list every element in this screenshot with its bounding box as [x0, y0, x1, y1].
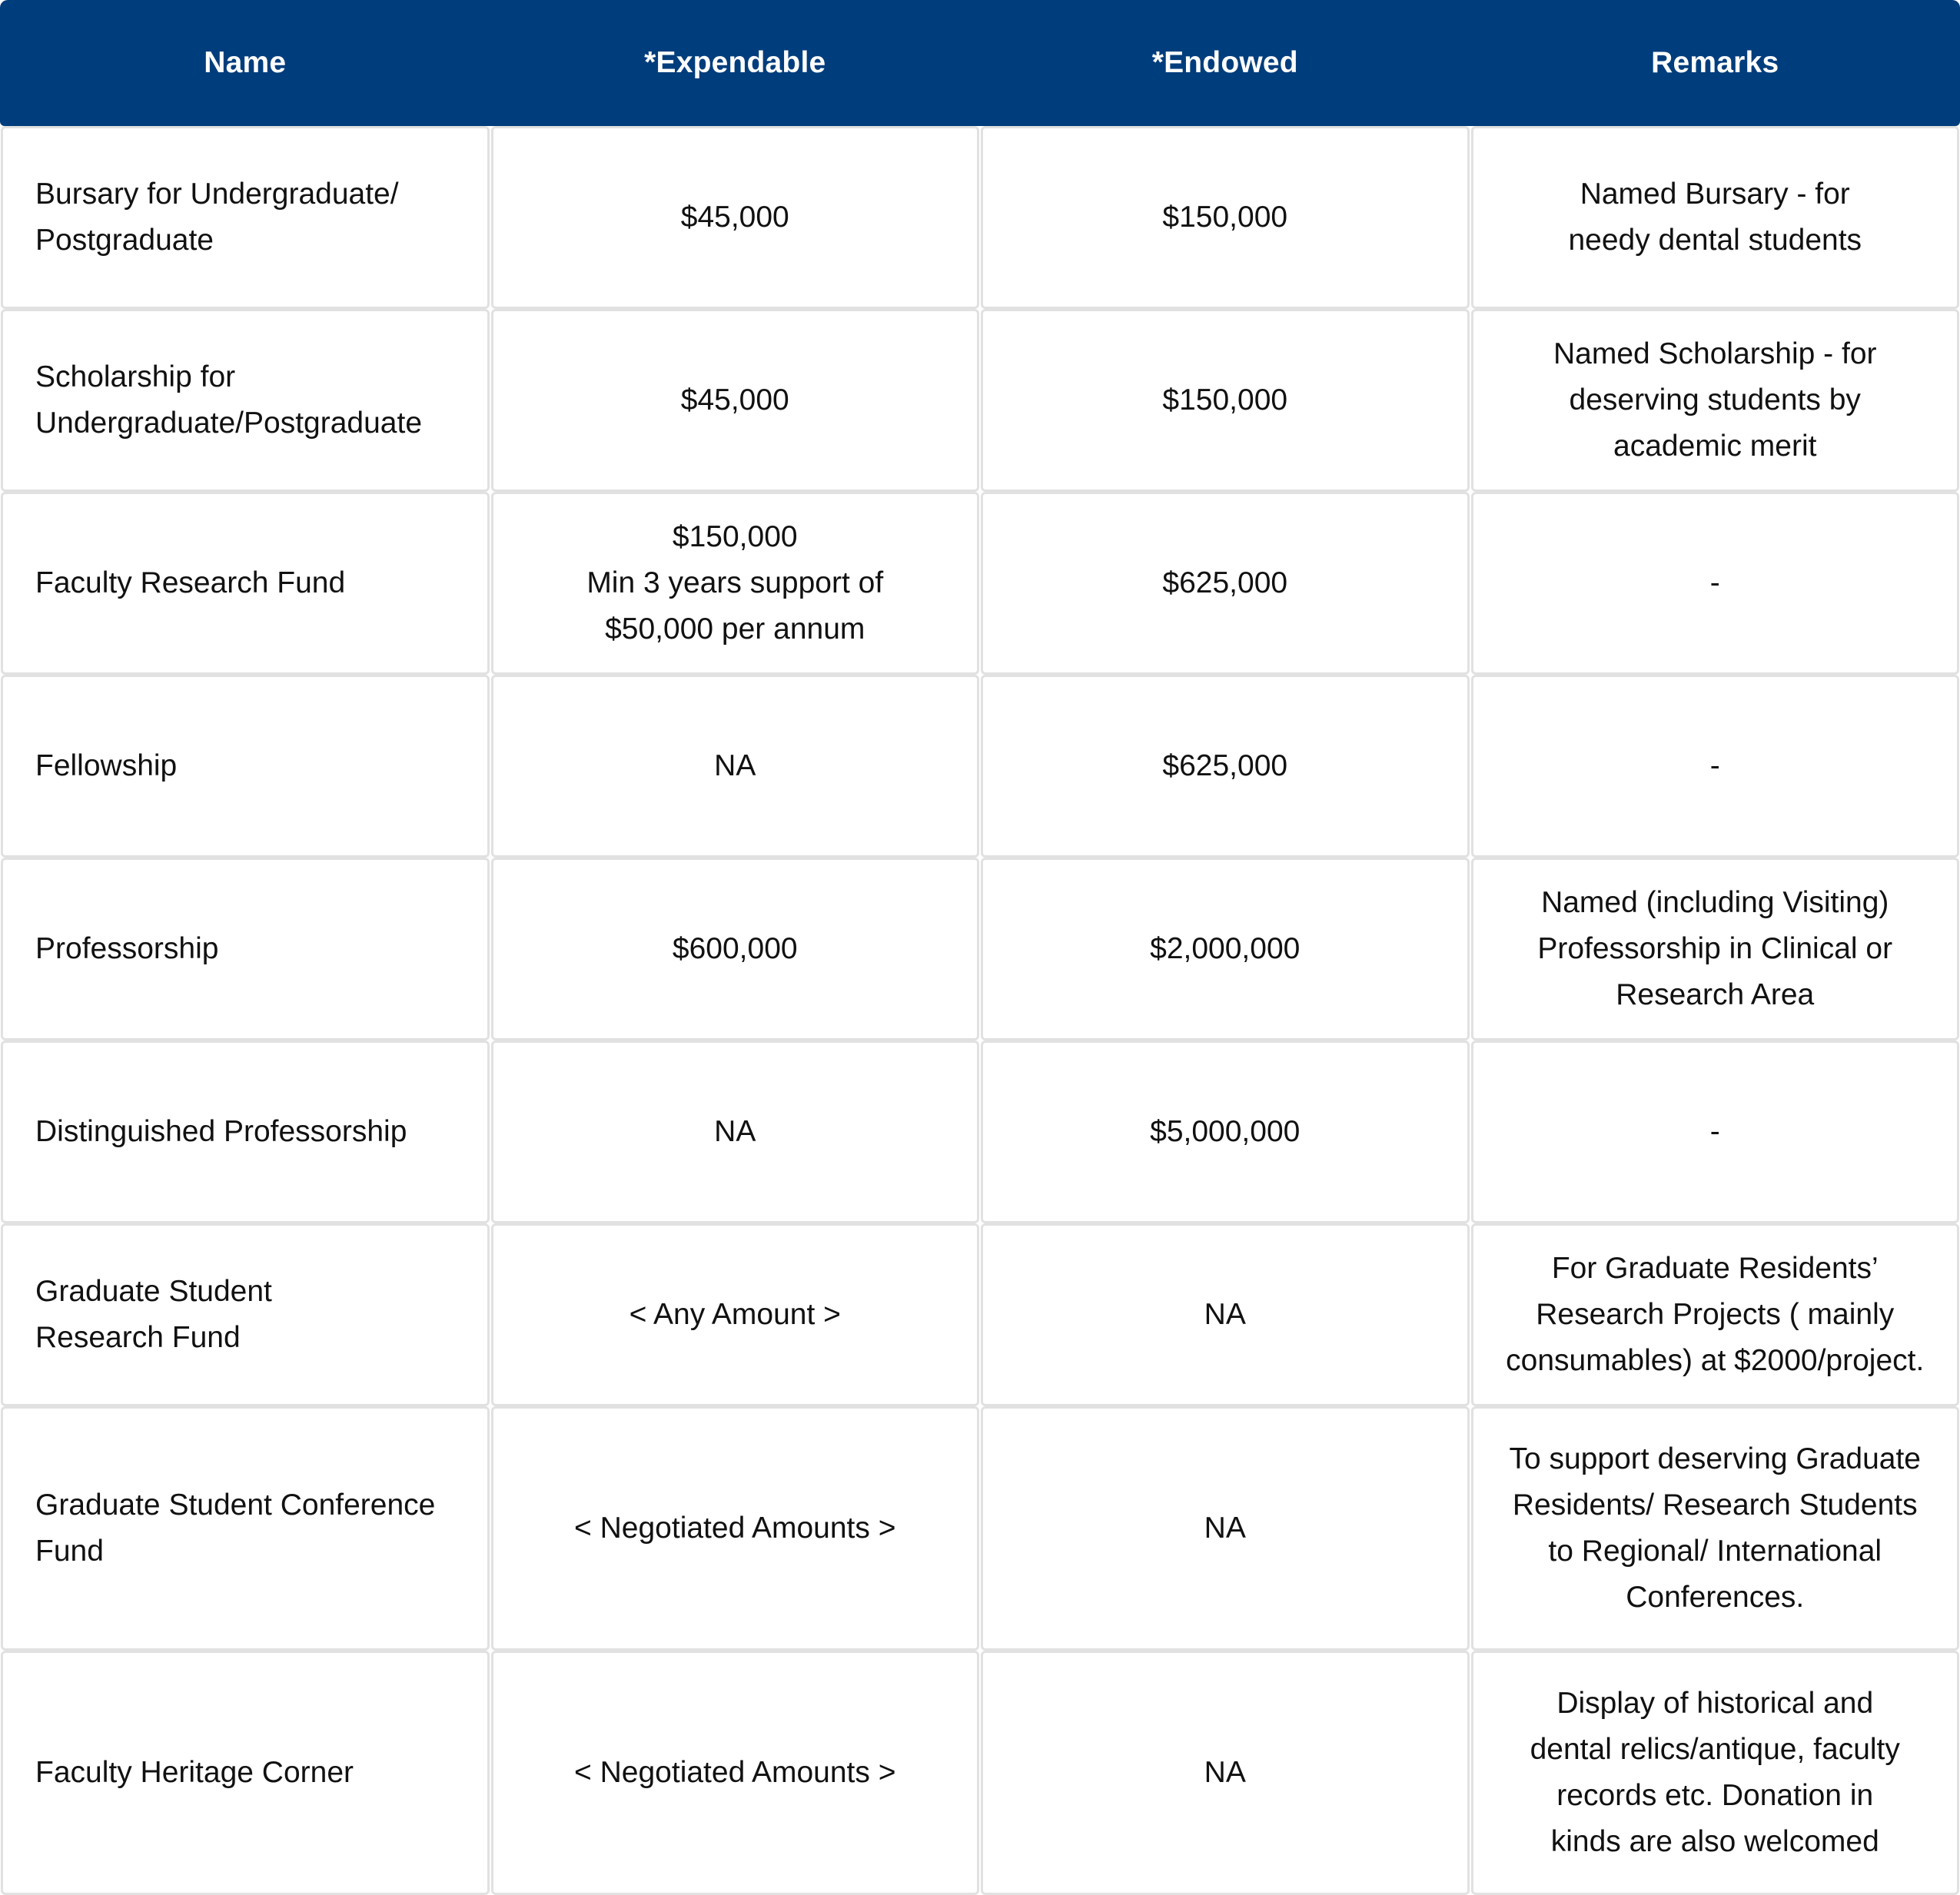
- cell-text: Faculty Heritage Corner: [35, 1756, 354, 1789]
- table-cell-remarks: [1471, 1651, 1960, 1895]
- cell-text: NA: [1204, 1756, 1246, 1789]
- cell-text: Graduate Student Conference Fund: [35, 1488, 436, 1568]
- cell-text: Display of historical and dental relics/antique, faculty records etc. Donation in kinds are also welcomed: [1530, 1687, 1900, 1858]
- table-cell-expendable: [491, 858, 980, 1040]
- cell-text: NA: [714, 749, 756, 782]
- cell-text: Bursary for Undergraduate/ Postgraduate: [35, 178, 399, 257]
- header-remarks: Remarks: [1651, 46, 1779, 79]
- table-cell-name: [1, 858, 490, 1040]
- table-header: [0, 0, 1960, 126]
- cell-text: Distinguished Professorship: [35, 1115, 407, 1148]
- table-cell-expendable: [491, 126, 980, 309]
- cell-text: $625,000: [1162, 566, 1288, 599]
- table-cell-remarks: [1471, 858, 1960, 1040]
- table-body: [0, 126, 1960, 1895]
- cell-text: < Negotiated Amounts >: [574, 1512, 896, 1545]
- cell-text: To support deserving Graduate Residents/ Research Students to Regional/ International Conferences.: [1509, 1442, 1921, 1614]
- table-cell-remarks: [1471, 492, 1960, 675]
- table-cell-remarks: [1471, 1040, 1960, 1223]
- cell-text: $5,000,000: [1150, 1115, 1301, 1148]
- table-cell-endowed: [981, 492, 1470, 675]
- table-cell-endowed: [981, 858, 1470, 1040]
- cell-text: Scholarship for Undergraduate/Postgraduate: [35, 360, 423, 440]
- cell-text: Named Scholarship - for deserving students by academic merit: [1553, 337, 1877, 463]
- header-expendable: *Expendable: [644, 46, 826, 79]
- table-cell-remarks: [1471, 1223, 1960, 1406]
- cell-text: For Graduate Residents’ Research Projects ( mainly consumables) at $2000/project.: [1506, 1252, 1925, 1377]
- cell-text: Faculty Research Fund: [35, 566, 346, 599]
- cell-text: < Negotiated Amounts >: [574, 1756, 896, 1789]
- table-cell-remarks: [1471, 675, 1960, 858]
- cell-text: NA: [1204, 1512, 1246, 1545]
- cell-text: < Any Amount >: [629, 1298, 841, 1331]
- cell-text: $150,000: [1162, 201, 1288, 234]
- table-cell-name: [1, 675, 490, 858]
- table-cell-remarks: [1471, 309, 1960, 492]
- table-cell-name: [1, 492, 490, 675]
- cell-text: -: [1709, 1115, 1720, 1148]
- table-cell-remarks: [1471, 1406, 1960, 1651]
- cell-text: -: [1709, 566, 1720, 599]
- cell-text: $45,000: [680, 201, 789, 234]
- table-cell-endowed: [981, 1406, 1470, 1651]
- table-cell-endowed: [981, 126, 1470, 309]
- table-cell-name: [1, 1651, 490, 1895]
- table-cell-endowed: [981, 1223, 1470, 1406]
- cell-text: $600,000: [672, 932, 798, 965]
- cell-text: Named Bursary - for needy dental students: [1568, 178, 1862, 257]
- table-cell-expendable: [491, 1223, 980, 1406]
- table-cell-name: [1, 309, 490, 492]
- header-name: Name: [204, 46, 287, 79]
- table-cell-expendable: [491, 309, 980, 492]
- cell-text: NA: [1204, 1298, 1246, 1331]
- cell-text: $150,000 Min 3 years support of $50,000 per annum: [586, 520, 884, 645]
- cell-text: $2,000,000: [1150, 932, 1301, 965]
- table-cell-endowed: [981, 1651, 1470, 1895]
- table-cell-name: [1, 126, 490, 309]
- table-cell-expendable: [491, 675, 980, 858]
- cell-text: Named (including Visiting) Professorship in Clinical or Research Area: [1537, 886, 1893, 1011]
- table-cell-expendable: [491, 1406, 980, 1651]
- table-cell-expendable: [491, 1040, 980, 1223]
- cell-text: Professorship: [35, 932, 219, 965]
- table-cell-expendable: [491, 492, 980, 675]
- cell-text: $625,000: [1162, 749, 1288, 782]
- header-endowed: *Endowed: [1151, 46, 1298, 79]
- table-cell-name: [1, 1406, 490, 1651]
- cell-text: -: [1709, 749, 1720, 782]
- table-cell-expendable: [491, 1651, 980, 1895]
- cell-text: Fellowship: [35, 749, 178, 782]
- table-cell-endowed: [981, 1040, 1470, 1223]
- table-cell-name: [1, 1223, 490, 1406]
- table-cell-endowed: [981, 309, 1470, 492]
- table-cell-remarks: [1471, 126, 1960, 309]
- cell-text: NA: [714, 1115, 756, 1148]
- table-cell-endowed: [981, 675, 1470, 858]
- cell-text: $45,000: [680, 383, 789, 417]
- cell-text: $150,000: [1162, 383, 1288, 417]
- table-cell-name: [1, 1040, 490, 1223]
- cell-text: Graduate Student Research Fund: [35, 1275, 272, 1354]
